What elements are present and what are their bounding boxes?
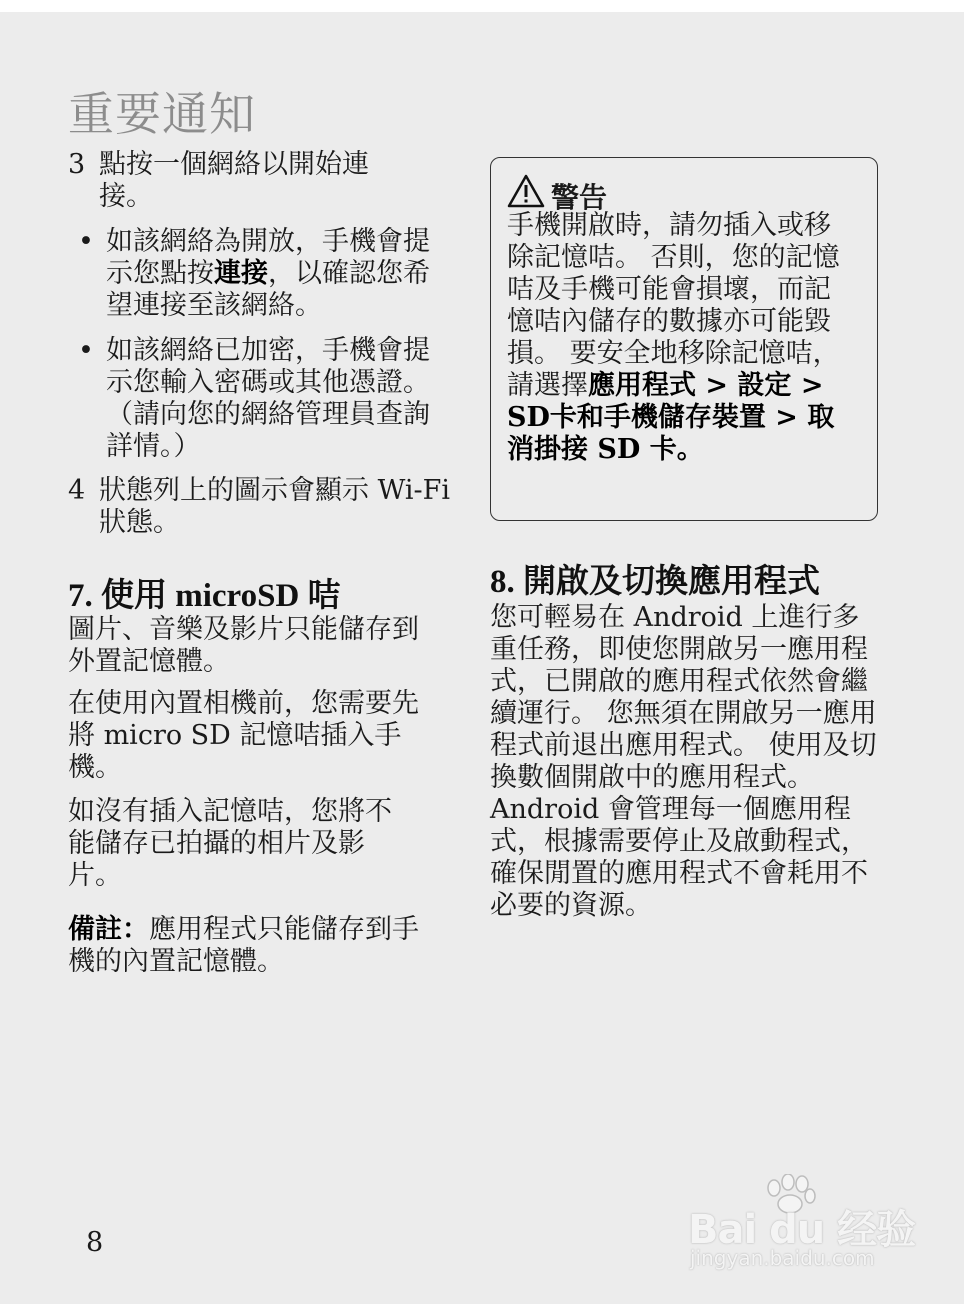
step-4: [68, 475, 458, 545]
bullet-icon: •: [78, 335, 94, 366]
step-text: 點按一個網絡以開始連接。: [99, 149, 369, 212]
paragraph: 圖片、音樂及影片只能儲存到外置記憶體。: [68, 614, 419, 677]
bold-term: 連接: [214, 258, 268, 289]
bullet-icon: •: [78, 226, 94, 257]
watermark-logo: Bai du 经验: [688, 1207, 916, 1253]
step-number: 4: [68, 475, 86, 506]
warning-box: [490, 157, 878, 521]
manual-page: [0, 12, 964, 1304]
step-text: 狀態列上的圖示會顯示 Wi-Fi 狀態。: [99, 475, 450, 538]
note: [68, 914, 438, 978]
list-item: [68, 226, 458, 326]
paragraph: 您可輕易在 Android 上進行多重任務，即使您開啟另一應用程式，已開啟的應用程式依然會繼續運行。 您無須在開啟另一應用程式前退出應用程式。 使用及切換數個開啟中的應用程式。 Android 會管理每一個應用程式，根據需要停止及啟動程式，確保閒置的應用程式不會耗用不必要的資源。: [490, 602, 877, 921]
watermark-url: jingyan.baidu.com: [690, 1246, 875, 1270]
list-item: [68, 335, 458, 465]
page-title: 重要通知: [68, 87, 256, 141]
list-item-text: 如該網絡已加密，手機會提示您輸入密碼或其他憑證。（請向您的網絡管理員查詢詳情。）: [106, 335, 430, 462]
menu-path: 應用程式 > 設定 > SD卡和手機儲存裝置 > 取消掛接 SD 卡。: [507, 370, 835, 465]
step-3: [68, 149, 458, 219]
paragraph: 在使用內置相機前，您需要先將 micro SD 記憶咭插入手機。: [68, 688, 419, 783]
step-number: 3: [68, 149, 86, 180]
warning-title: 警告: [551, 181, 608, 214]
text-segment: 如該網絡為開放，手機會提示您點按: [106, 226, 430, 289]
page-number: 8: [86, 1227, 104, 1258]
paragraph: 如沒有插入記憶咭，您將不能儲存已拍攝的相片及影片。: [68, 796, 392, 891]
warning-body: 手機開啟時，請勿插入或移除記憶咭。 否則，您的記憶咭及手機可能會損壞，而記憶咭內儲存的數據亦可能毀損。 要安全地移除記憶咭，請選擇: [507, 210, 840, 401]
note-label: 備註：: [68, 914, 149, 945]
section-8-heading: 8. 開啟及切換應用程式: [490, 564, 820, 600]
list-item-text: [106, 226, 441, 322]
watermark: [688, 1174, 918, 1274]
section-7-heading: 7. 使用 microSD 咭: [68, 578, 341, 614]
text-segment: ，以確認您希望連接至該網絡。: [106, 258, 430, 321]
note-text: 應用程式只能儲存到手機的內置記憶體。: [68, 914, 419, 977]
warning-triangle-icon: [507, 174, 545, 208]
warning-text: [507, 210, 847, 466]
